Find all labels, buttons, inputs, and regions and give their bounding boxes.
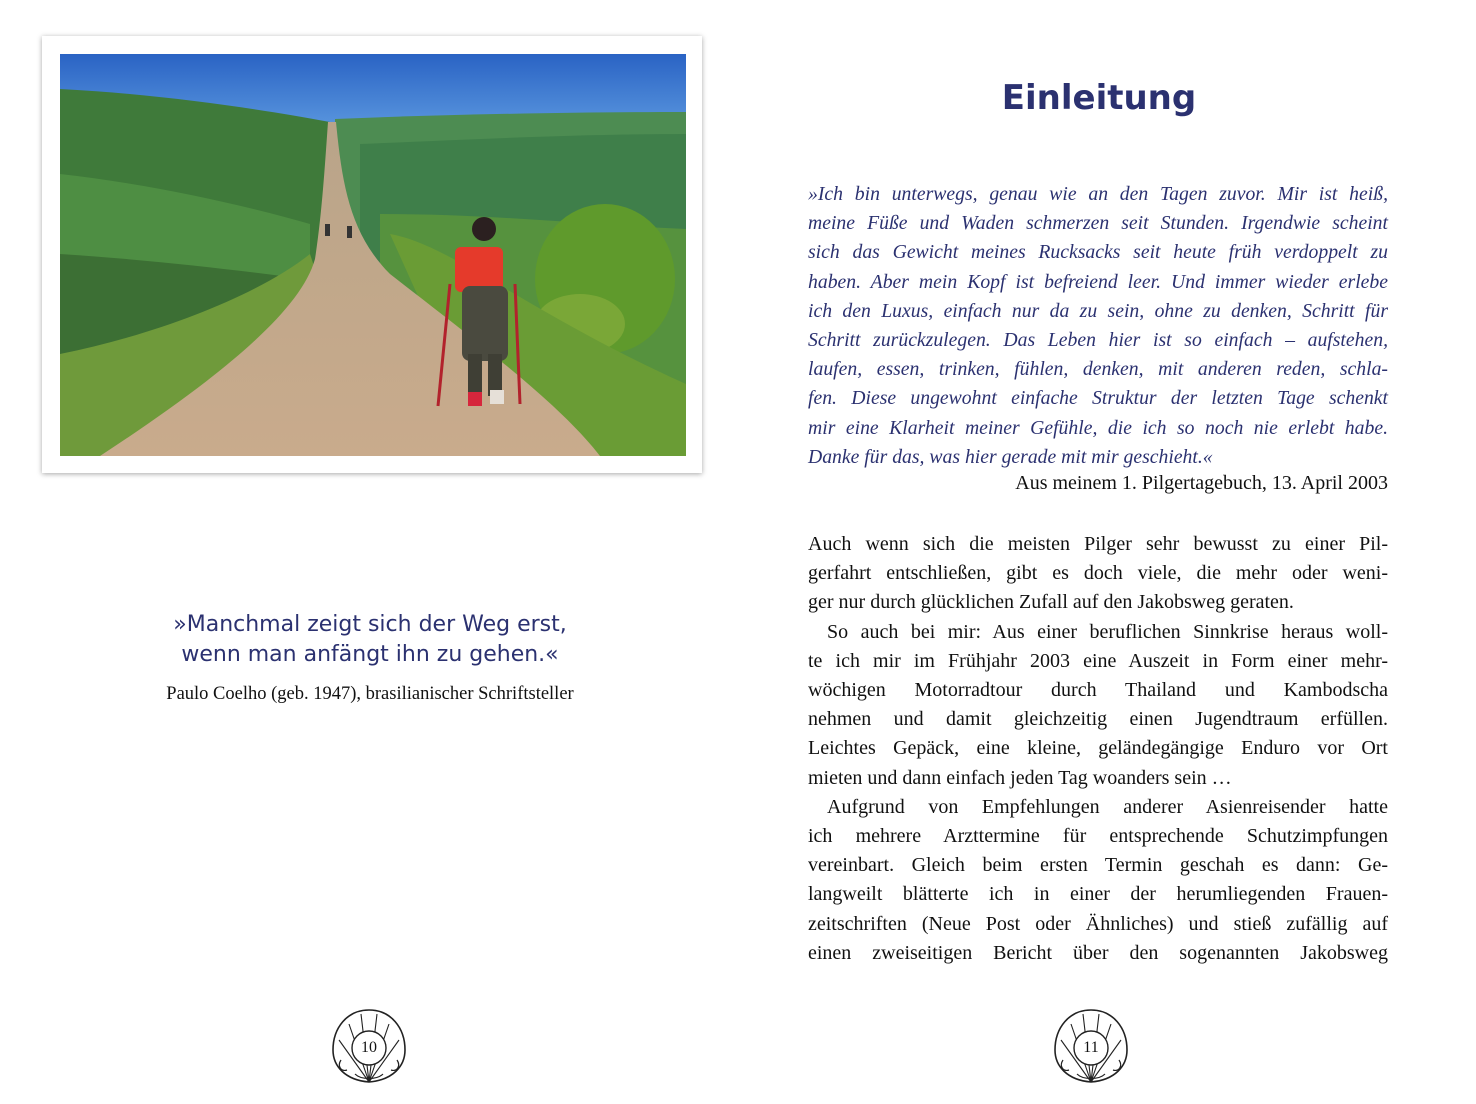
body-line: te ich mir im Frühjahr 2003 eine Auszeit in Form einer mehr- [808, 649, 1388, 672]
body-line: wöchigen Motorradtour durch Thailand und Kambodscha [808, 679, 1388, 702]
pilgrim-walking-path-photo [60, 54, 686, 456]
diary-line: ich den Luxus, einfach nur da zu sein, ohne zu denken, Schritt für [808, 299, 1388, 322]
diary-line: »Ich bin unterwegs, genau wie an den Tagen zuvor. Mir ist heiß, [808, 183, 1388, 205]
body-line: gerfahrt entschließen, gibt es doch viele, die mehr oder weni- [808, 562, 1388, 585]
epigraph-quote [80, 610, 660, 670]
body-line: Aufgrund von Empfehlungen anderer Asienreisender hatte [827, 795, 1388, 818]
diary-source: Aus meinem 1. Pilgertagebuch, 13. April 2003 [1015, 472, 1388, 494]
page-number: 11 [1083, 1039, 1099, 1056]
body-text [808, 530, 1388, 968]
diary-line: sich das Gewicht meines Rucksacks seit heute früh verdoppelt zu [808, 241, 1388, 264]
diary-line: Danke für das, was hier gerade mit mir geschieht.« [808, 445, 1213, 468]
page-number-shell-right [1049, 1006, 1133, 1086]
body-line: Leichtes Gepäck, eine kleine, geländegängige Enduro vor Ort [808, 737, 1388, 760]
page-number-shell-left [327, 1006, 411, 1086]
epigraph-line: wenn man anfängt ihn zu gehen.« [181, 642, 559, 667]
diary-line: mir eine Klarheit meiner Gefühle, die ich so noch nie erlebt habe. [808, 416, 1388, 439]
epigraph-source: Paulo Coelho (geb. 1947), brasilianischer Schriftsteller [166, 684, 574, 704]
body-line: So auch bei mir: Aus einer beruflichen Sinnkrise heraus woll- [827, 620, 1388, 643]
body-line: zeitschriften (Neue Post oder Ähnliches) und stieß zufällig auf [808, 912, 1388, 935]
diary-line: haben. Aber mein Kopf ist befreiend leer. Und immer wieder erlebe [808, 270, 1388, 293]
body-line: vereinbart. Gleich beim ersten Termin geschah es dann: Ge- [808, 854, 1388, 877]
body-line: langweilt blätterte ich in einer der herumliegenden Frauen- [808, 883, 1388, 906]
diary-excerpt [808, 180, 1388, 472]
diary-line: laufen, essen, trinken, fühlen, denken, mit anderen reden, schla- [808, 358, 1388, 381]
epigraph-line: »Manchmal zeigt sich der Weg erst, [173, 612, 567, 637]
body-line: mieten und dann einfach jeden Tag woanders sein … [808, 766, 1232, 789]
chapter-heading: Einleitung [1001, 78, 1197, 118]
body-line: Auch wenn sich die meisten Pilger sehr bewusst zu einer Pil- [808, 533, 1388, 555]
diary-line: fen. Diese ungewohnt einfache Struktur der letzten Tage schenkt [808, 387, 1388, 410]
body-line: ich mehrere Arzttermine für entsprechende Schutzimpfungen [808, 825, 1388, 848]
diary-line: Schritt zurückzulegen. Das Leben hier ist so einfach – aufstehen, [808, 329, 1388, 352]
body-line: nehmen und damit gleichzeitig einen Jugendtraum erfüllen. [808, 708, 1388, 731]
photo-frame [42, 36, 702, 473]
page-number: 10 [361, 1039, 377, 1056]
pilgrim-photo [60, 54, 686, 456]
body-line: einen zweiseitigen Bericht über den sogenannten Jakobsweg [808, 941, 1388, 964]
body-line: ger nur durch glücklichen Zufall auf den Jakobsweg geraten. [808, 591, 1294, 614]
diary-line: meine Füße und Waden schmerzen seit Stunden. Irgendwie scheint [808, 212, 1388, 235]
